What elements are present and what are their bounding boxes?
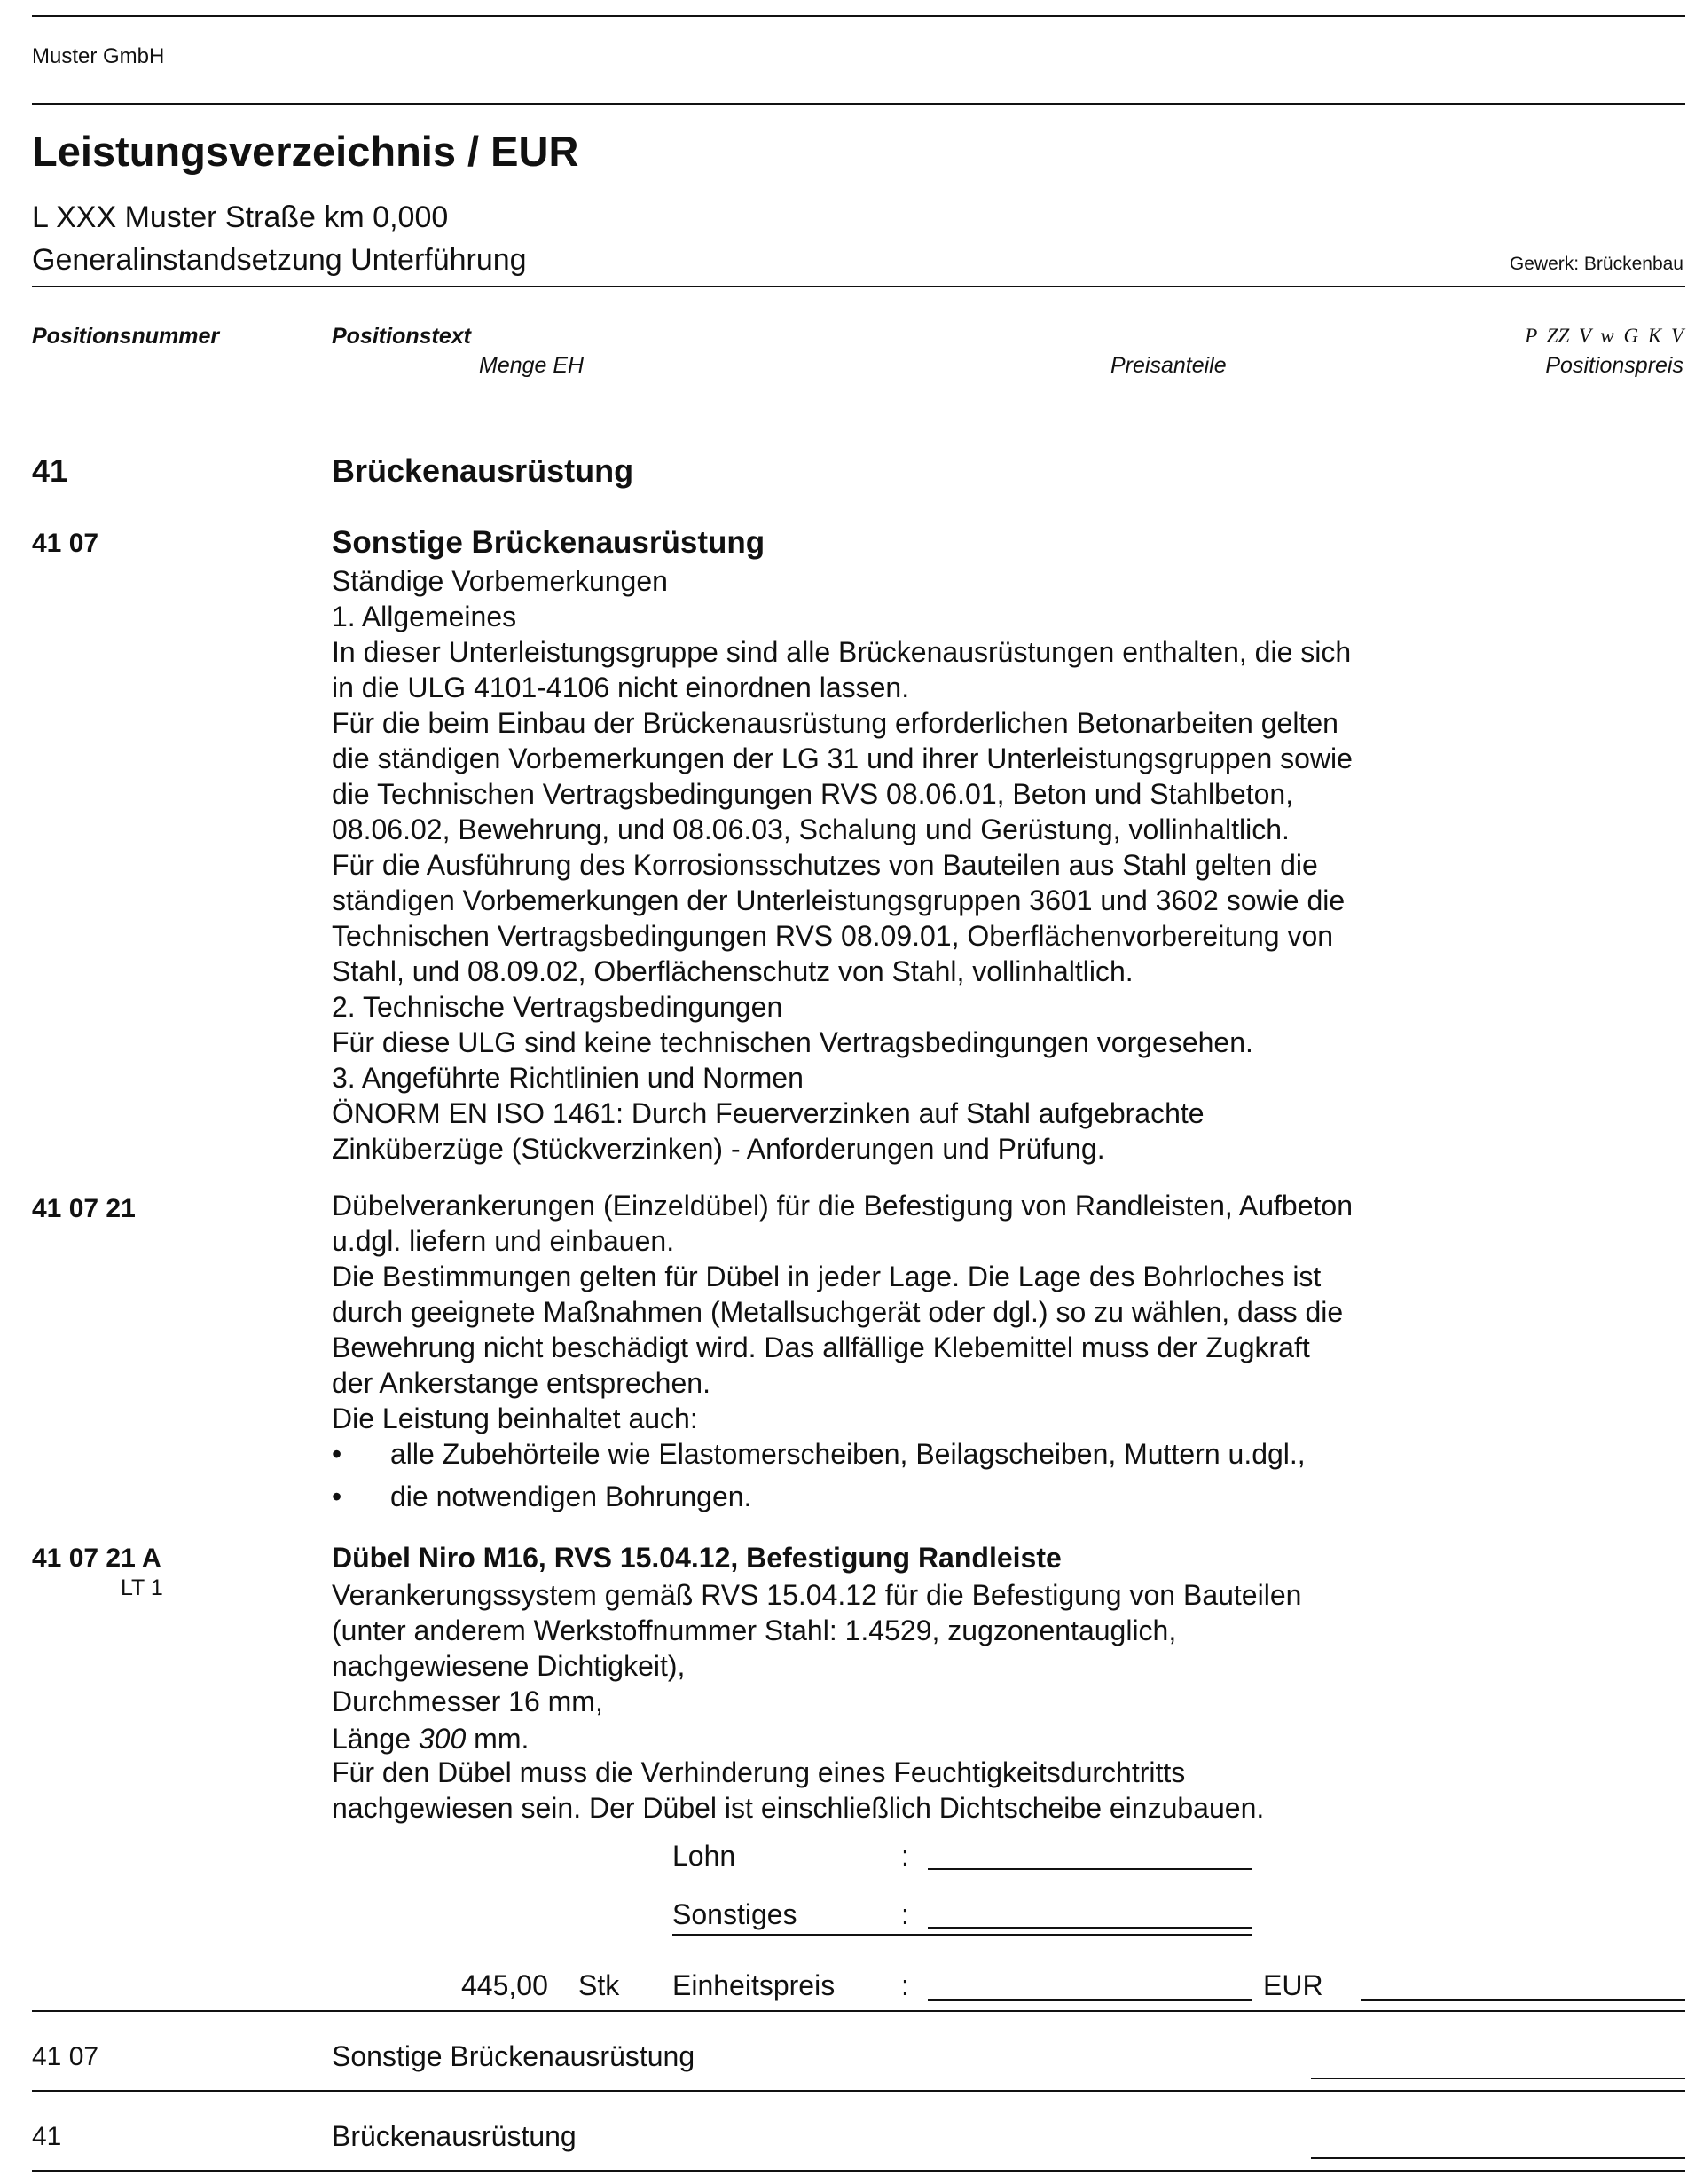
- einheitspreis-colon: :: [901, 1969, 909, 2001]
- position-end-rule: [32, 2010, 1685, 2012]
- grundtext-bullet-2: [332, 1479, 751, 1514]
- total-subgroup-sum-line[interactable]: [1311, 2078, 1685, 2079]
- lohn-input-line[interactable]: [928, 1868, 1252, 1870]
- lohn-colon: :: [901, 1840, 909, 1872]
- project-line-1: L XXX Muster Straße km 0,000: [32, 200, 449, 234]
- group-number: 41: [32, 452, 68, 489]
- column-menge-eh: Menge EH: [479, 353, 585, 378]
- bullet-text: die notwendigen Bohrungen.: [390, 1481, 752, 1512]
- sonstiges-label: Sonstiges: [672, 1898, 797, 1930]
- total-subgroup-rule: [32, 2090, 1685, 2092]
- subgroup-title: Sonstige Brückenausrüstung: [332, 525, 765, 560]
- total-subgroup-number: 41 07: [32, 2042, 99, 2071]
- sonstiges-underline: [672, 1934, 1252, 1936]
- einheitspreis-input-line[interactable]: [928, 1999, 1252, 2001]
- column-positionspreis: Positionspreis: [1545, 353, 1683, 378]
- total-group-rule: [32, 2170, 1685, 2172]
- sonstiges-input-line[interactable]: [928, 1927, 1252, 1929]
- bullet-text: alle Zubehörteile wie Elastomerscheiben, Beilagscheiben, Muttern u.dgl.,: [390, 1438, 1306, 1470]
- total-group-number: 41: [32, 2122, 62, 2151]
- quantity: 445,00: [461, 1969, 548, 2001]
- company-name: Muster GmbH: [32, 44, 165, 68]
- document-title: Leistungsverzeichnis / EUR: [32, 128, 579, 175]
- sonstiges-colon: :: [901, 1898, 909, 1930]
- position-title: Dübel Niro M16, RVS 15.04.12, Befestigung Randleiste: [332, 1542, 1062, 1574]
- subgroup-text: Ständige Vorbemerkungen 1. Allgemeines In dieser Unterleistungsgruppe sind alle Brückenausrüstungen enthalten, die sich in die ULG 4101-4106 nicht einordnen lassen. Für die beim Einbau der Brückenausrüstung erforderlichen Betonarbeiten gelten die ständigen Vorbemerkungen der LG 31 und ihrer Unterleistungsgruppen sowie die Technischen Vertragsbedingungen RVS 08.06.01, Beton und Stahlbeton, 08.06.02, Bewehrung, und 08.06.03, Schalung und Gerüstung, vollinhaltlich. Für die Ausführung des Korrosionsschutzes von Bauteilen aus Stahl gelten die ständigen Vorbemerkungen der Unterleistungsgruppen 3601 und 3602 sowie die Technischen Vertragsbedingungen RVS 08.09.01, Oberflächenvorbereitung von Stahl, und 08.09.02, Oberflächenschutz von Stahl, vollinhaltlich. 2. Technische Vertragsbedingungen Für diese ULG sind keine technischen Vertragsbedingungen vorgesehen. 3. Angeführte Richtlinien und Normen ÖNORM EN ISO 1461: Durch Feuerverzinken auf Stahl aufgebrachte Zinküberzüge (Stückverzinken) - Anforderungen und Prüfung.: [332, 565, 1353, 1165]
- subgroup-number: 41 07: [32, 529, 99, 558]
- title-rule: [32, 286, 1685, 287]
- positionspreis-line[interactable]: [1361, 1999, 1685, 2001]
- currency-label: EUR: [1263, 1969, 1323, 2001]
- group-title: Brückenausrüstung: [332, 452, 634, 489]
- bullet-symbol: •: [332, 1481, 342, 1512]
- position-lt: LT 1: [121, 1575, 163, 1600]
- grundtext-bullet-1: [332, 1436, 1306, 1472]
- laenge-value: 300: [418, 1723, 467, 1755]
- total-group-sum-line[interactable]: [1311, 2157, 1685, 2159]
- column-positionstext: Positionstext: [332, 324, 471, 349]
- column-positionsnummer: Positionsnummer: [32, 324, 220, 349]
- einheitspreis-label: Einheitspreis: [672, 1969, 836, 2001]
- position-number: 41 07 21 A: [32, 1544, 161, 1573]
- position-laenge: [332, 1723, 529, 1756]
- column-flags: P ZZ V w G K V: [1525, 325, 1683, 347]
- unit: Stk: [578, 1969, 620, 2001]
- gewerk-label: Gewerk: Brückenbau: [1509, 254, 1683, 274]
- laenge-suffix: mm.: [466, 1723, 530, 1755]
- total-group-label: Brückenausrüstung: [332, 2120, 577, 2152]
- header-rule: [32, 103, 1685, 105]
- top-rule: [32, 15, 1685, 17]
- laenge-prefix: Länge: [332, 1723, 419, 1755]
- column-preisanteile: Preisanteile: [1110, 353, 1227, 378]
- grundtext-text: Dübelverankerungen (Einzeldübel) für die Befestigung von Randleisten, Aufbeton u.dgl. liefern und einbauen. Die Bestimmungen gelten für Dübel in jeder Lage. Die Lage des Bohrloches ist durch geeignete Maßnahmen (Metallsuchgerät oder dgl.) so zu wählen, dass die Bewehrung nicht beschädigt wird. Das allfällige Klebemittel muss der Zugkraft der Ankerstange entsprechen. Die Leistung beinhaltet auch:: [332, 1190, 1353, 1434]
- grundtext-number: 41 07 21: [32, 1194, 136, 1223]
- total-subgroup-label: Sonstige Brückenausrüstung: [332, 2040, 695, 2072]
- bullet-symbol: •: [332, 1438, 342, 1470]
- position-text-2: Für den Dübel muss die Verhinderung eines Feuchtigkeitsdurchtritts nachgewiesen sein. Der Dübel ist einschließlich Dichtscheibe einzubauen.: [332, 1756, 1265, 1824]
- position-text-1: Verankerungssystem gemäß RVS 15.04.12 für die Befestigung von Bauteilen (unter anderem Werkstoffnummer Stahl: 1.4529, zugzonentauglich, nachgewiesene Dichtigkeit), Durchmesser 16 mm,: [332, 1579, 1302, 1717]
- project-line-2: Generalinstandsetzung Unterführung: [32, 243, 527, 277]
- lohn-label: Lohn: [672, 1840, 736, 1872]
